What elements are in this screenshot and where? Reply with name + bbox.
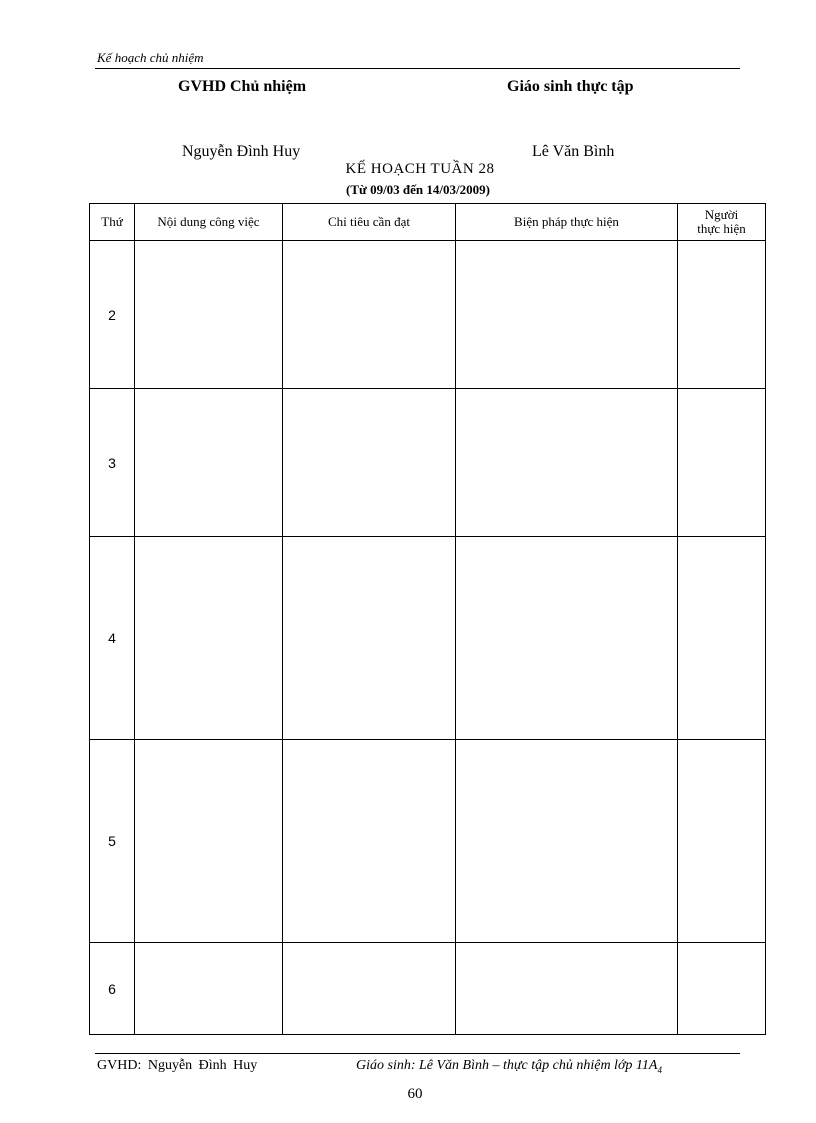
- content-cell[interactable]: [135, 537, 283, 740]
- day-cell: 3: [90, 389, 135, 537]
- person-cell[interactable]: [678, 241, 766, 389]
- footer-supervisor: GVHD: Nguyễn Đình Huy: [97, 1058, 258, 1073]
- target-cell[interactable]: [283, 740, 456, 943]
- trainee-name: Lê Văn Bình: [532, 143, 615, 160]
- header-person: [678, 204, 766, 241]
- footer-rule: [95, 1053, 740, 1054]
- target-cell[interactable]: [283, 537, 456, 740]
- header-rule: [95, 68, 740, 69]
- measures-cell[interactable]: [456, 740, 678, 943]
- content-cell[interactable]: [135, 740, 283, 943]
- content-cell[interactable]: [135, 241, 283, 389]
- page-number: 60: [407, 1086, 423, 1102]
- trainee-role: Giáo sinh thực tập: [507, 78, 634, 95]
- person-cell[interactable]: [678, 943, 766, 1035]
- person-cell[interactable]: [678, 740, 766, 943]
- header-person-line2: thực hiện: [697, 221, 746, 236]
- person-cell[interactable]: [678, 389, 766, 537]
- table-row: [90, 389, 766, 537]
- content-cell[interactable]: [135, 943, 283, 1035]
- supervisor-name: Nguyễn Đình Huy: [182, 143, 301, 160]
- running-header: Kế hoạch chủ nhiệm: [97, 50, 204, 65]
- person-cell[interactable]: [678, 537, 766, 740]
- content-cell[interactable]: [135, 389, 283, 537]
- header-day: Thứ: [90, 204, 135, 241]
- day-cell: 6: [90, 943, 135, 1035]
- header-target: Chỉ tiêu cần đạt: [283, 204, 456, 241]
- table-row: [90, 740, 766, 943]
- measures-cell[interactable]: [456, 943, 678, 1035]
- header-content: Nội dung công việc: [135, 204, 283, 241]
- day-cell: 5: [90, 740, 135, 943]
- target-cell[interactable]: [283, 943, 456, 1035]
- footer-trainee: [356, 1058, 662, 1075]
- table-header-row: [90, 204, 766, 241]
- footer-trainee-text: Giáo sinh: Lê Văn Bình – thực tập chủ nhiệm lớp 11A: [356, 1058, 658, 1073]
- header-person-line1: Người: [704, 207, 739, 222]
- footer-class-subscript: 4: [657, 1064, 662, 1075]
- day-cell: 4: [90, 537, 135, 740]
- target-cell[interactable]: [283, 389, 456, 537]
- measures-cell[interactable]: [456, 537, 678, 740]
- day-cell: 2: [90, 241, 135, 389]
- table-row: [90, 943, 766, 1035]
- header-measures: Biện pháp thực hiện: [456, 204, 678, 241]
- weekly-plan-table: [89, 203, 766, 1035]
- table-row: [90, 241, 766, 389]
- measures-cell[interactable]: [456, 389, 678, 537]
- plan-title: KẾ HOẠCH TUẦN 28: [345, 161, 495, 177]
- target-cell[interactable]: [283, 241, 456, 389]
- table-row: [90, 537, 766, 740]
- supervisor-role: GVHD Chủ nhiệm: [178, 78, 307, 95]
- plan-date-range: (Từ 09/03 đến 14/03/2009): [346, 182, 490, 197]
- measures-cell[interactable]: [456, 241, 678, 389]
